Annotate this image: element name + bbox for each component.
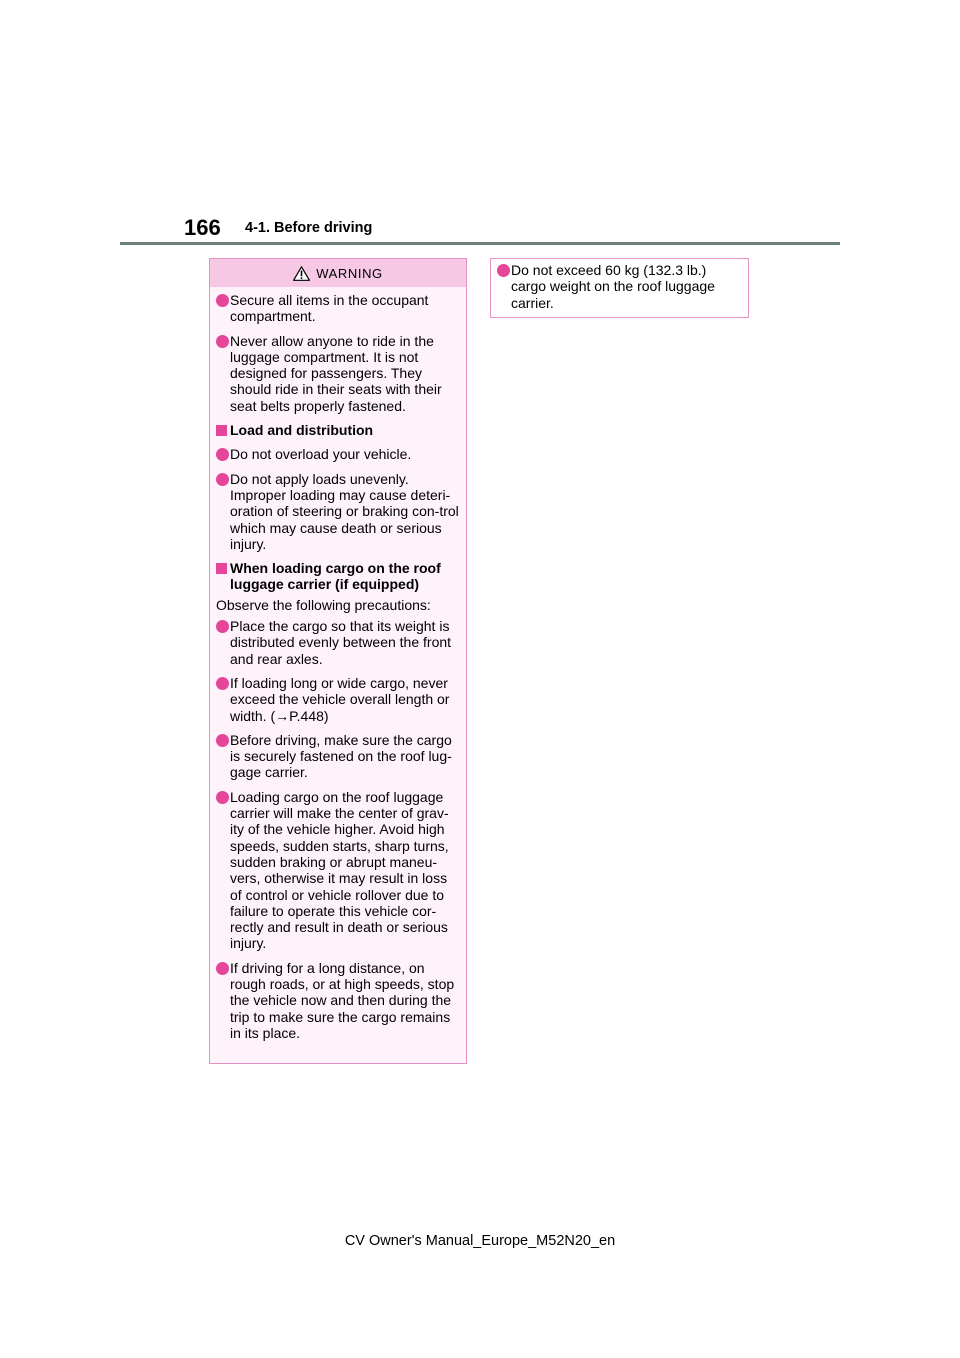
list-item [216, 618, 460, 667]
list-item-text: Do not exceed 60 kg (132.3 lb.) cargo weight on the roof luggage carrier. [511, 262, 715, 311]
subheading [216, 422, 460, 438]
list-item [216, 960, 460, 1041]
list-item [216, 732, 460, 781]
list-item [216, 675, 460, 724]
bullet-icon [216, 734, 229, 747]
list-item [216, 471, 460, 552]
list-item [216, 789, 460, 952]
list-item [216, 446, 460, 462]
page-number: 166 [184, 215, 221, 240]
section-title: 4-1. Before driving [245, 220, 373, 236]
warning-body [210, 287, 466, 1041]
bullet-icon [216, 335, 229, 348]
bullet-icon [216, 962, 229, 975]
warning-triangle-icon [293, 266, 310, 281]
warning-box [209, 258, 467, 1064]
list-item-text: Do not apply loads unevenly. Improper loading may cause deteri-oration of steering or braking con-trol which may cause death or serious injury. [230, 470, 459, 552]
list-item-text: Loading cargo on the roof luggage carrier will make the center of grav-ity of the vehicle higher. Avoid high speeds, sudden starts, sharp turns, sudden braking or abrupt maneu-vers, otherwise it may result in loss of control or vehicle rollover due to failure to operate this vehicle cor-rectly and result in death or serious injury. [230, 788, 449, 952]
square-bullet-icon [216, 425, 227, 436]
header-rule [120, 242, 840, 245]
list-item-text: Secure all items in the occupant compartment. [230, 292, 429, 325]
list-item-text: Do not overload your vehicle. [230, 446, 412, 463]
list-item-text: Before driving, make sure the cargo is securely fastened on the roof lug-gage carrier. [230, 731, 452, 781]
subheading [216, 560, 460, 593]
warning-header [210, 259, 466, 287]
bullet-icon [216, 448, 229, 461]
list-item-text: Never allow anyone to ride in the luggage compartment. It is not designed for passengers. They should ride in their seats with their seat belts properly fastened. [230, 332, 442, 414]
list-item-text: Place the cargo so that its weight is distributed evenly between the front and rear axles. [230, 618, 452, 667]
warning-continued-box [490, 258, 749, 318]
bullet-icon [216, 473, 229, 486]
bullet-icon [216, 791, 229, 804]
subheading-text: Load and distribution [230, 422, 374, 439]
list-item [497, 262, 742, 311]
list-item [216, 333, 460, 414]
footer-text: CV Owner's Manual_Europe_M52N20_en [344, 1233, 616, 1249]
bullet-icon [216, 677, 229, 690]
list-item-text: If driving for a long distance, on rough roads, or at high speeds, stop the vehicle now and then during the trip to make sure the cargo remains in its place. [230, 959, 455, 1041]
intro-text: Observe the following precautions: [216, 596, 431, 613]
subheading-text: When loading cargo on the roof luggage carrier (if equipped) [230, 560, 441, 593]
bullet-icon [216, 294, 229, 307]
warning-title: WARNING [316, 265, 383, 281]
bullet-icon [497, 264, 510, 277]
square-bullet-icon [216, 563, 227, 574]
list-item [216, 292, 460, 325]
list-item-text: If loading long or wide cargo, never exceed the vehicle overall length or width. (→P.448) [230, 674, 450, 724]
bullet-icon [216, 620, 229, 633]
